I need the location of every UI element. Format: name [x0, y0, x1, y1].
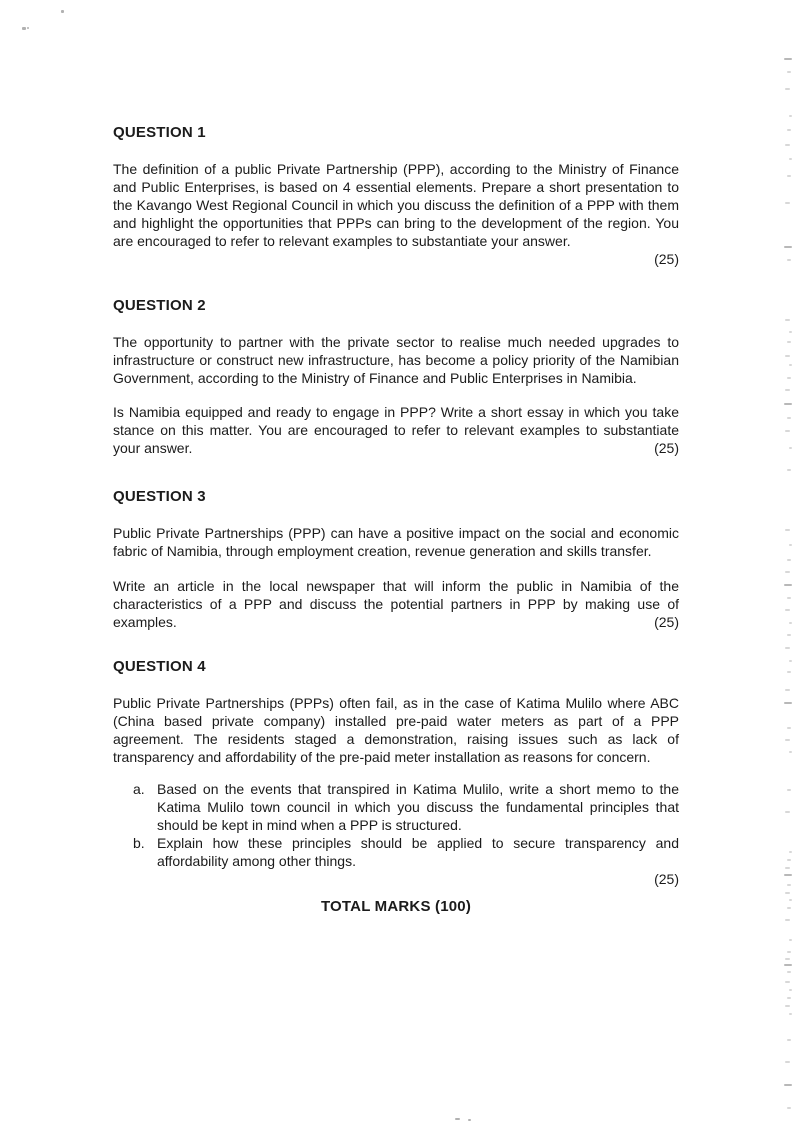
scan-artifact [787, 175, 791, 177]
question-1-heading: QUESTION 1 [113, 124, 206, 141]
scan-artifact [784, 246, 792, 248]
scan-artifact [785, 389, 790, 391]
question-2-heading: QUESTION 2 [113, 297, 206, 314]
list-item-b-marker: b. [133, 835, 145, 851]
question-3-paragraph-2 [113, 577, 679, 631]
scan-speck [61, 10, 64, 13]
scan-artifact [785, 811, 790, 813]
scan-artifact [787, 597, 791, 599]
scan-speck [22, 27, 26, 30]
list-item-b [133, 834, 679, 870]
scan-speck [27, 27, 29, 29]
question-2-marks: (25) [654, 440, 679, 456]
scan-artifact [789, 851, 792, 853]
scan-artifact [787, 634, 791, 636]
question-4-paragraph: Public Private Partnerships (PPPs) often fail, as in the case of Katima Mulilo where ABC (China based private company) installed pre-paid water meters as part of a PPP agreement. The residents staged a demonstration, raising issues such as lack of transparency and affordability of the pre-paid meter installation as reasons for concern. [113, 695, 679, 765]
scan-artifact [785, 981, 790, 983]
question-4-marks: (25) [654, 871, 679, 887]
scan-artifact [789, 447, 792, 449]
scan-artifact [784, 874, 792, 876]
scan-artifact [785, 1061, 790, 1063]
question-1-section [113, 124, 679, 268]
scan-artifact [785, 919, 790, 921]
list-item-a [133, 780, 679, 834]
scan-artifact [785, 739, 790, 741]
scan-artifact [789, 1013, 792, 1015]
question-4-section [113, 658, 679, 888]
scan-artifact [787, 341, 791, 343]
question-2-paragraph-1: The opportunity to partner with the private sector to realise much needed upgrades to infrastructure or construct new infrastructure, has become a policy priority of the Namibian Government, according to the Ministry of Finance and Public Enterprises in Namibia. [113, 334, 679, 386]
scan-artifact [787, 469, 791, 471]
scan-artifact [785, 892, 790, 894]
scan-artifact [789, 939, 792, 941]
question-2-paragraph-2 [113, 403, 679, 457]
scan-artifact [789, 544, 792, 546]
scan-artifact [787, 859, 791, 861]
question-3-section [113, 488, 679, 631]
list-item-b-text: Explain how these principles should be applied to secure transparency and affordability among other things. [157, 835, 679, 869]
scan-artifact [784, 1084, 792, 1086]
question-4-list [113, 780, 679, 870]
scan-artifact [787, 671, 791, 673]
question-1-paragraph: The definition of a public Private Partnership (PPP), according to the Ministry of Finance and Public Enterprises, is based on 4 essential elements. Prepare a short presentation to the Kavango West Regional Council in which you discuss the definition of a PPP with them and highlight the opportunities that PPPs can bring to the development of the region. You are encouraged to refer to relevant examples to substantiate your answer. [113, 161, 679, 249]
scan-artifact [787, 129, 791, 131]
scan-artifact [785, 958, 790, 960]
scan-artifact [784, 964, 792, 966]
exam-content-column [113, 0, 679, 916]
scan-artifact [789, 115, 792, 117]
scan-artifact [785, 689, 790, 691]
scan-artifact [784, 58, 792, 60]
list-item-a-marker: a. [133, 781, 145, 797]
scan-artifact [787, 1039, 791, 1041]
scan-artifact [787, 1107, 791, 1109]
scan-artifact [785, 1005, 790, 1007]
scan-artifact [787, 377, 791, 379]
scan-artifact [789, 331, 792, 333]
question-4-heading: QUESTION 4 [113, 658, 206, 675]
question-2-section [113, 297, 679, 457]
scan-artifact [785, 355, 790, 357]
scan-artifact [789, 751, 792, 753]
scan-artifact [785, 430, 790, 432]
question-1-marks: (25) [654, 251, 679, 267]
scan-artifact [787, 951, 791, 953]
scan-artifact [784, 403, 792, 405]
scan-artifact [787, 971, 791, 973]
scan-artifact [785, 319, 790, 321]
question-3-marks: (25) [654, 614, 679, 630]
scan-artifact [785, 202, 790, 204]
scan-artifact [789, 899, 792, 901]
question-2-paragraph-2-text: Is Namibia equipped and ready to engage in PPP? Write a short essay in which you take stance on this matter. You are encouraged to refer to relevant examples to substantiate your answer. [113, 404, 679, 456]
scan-artifact [785, 529, 790, 531]
scan-artifact [787, 727, 791, 729]
scan-artifact [787, 789, 791, 791]
scan-speck [468, 1119, 471, 1121]
total-marks-line: TOTAL MARKS (100) [320, 898, 472, 915]
list-item-a-text: Based on the events that transpired in Katima Mulilo, write a short memo to the Katima Mulilo town council in which you discuss the fundamental principles that should be kept in mind when a PPP is structured. [157, 781, 679, 833]
scan-artifact [785, 867, 790, 869]
scan-artifact [787, 997, 791, 999]
scan-artifact [789, 364, 792, 366]
scan-artifact [787, 907, 791, 909]
scan-artifact [789, 622, 792, 624]
scan-artifact [784, 584, 792, 586]
scan-artifact [785, 144, 790, 146]
scan-artifact [789, 989, 792, 991]
scan-artifact [789, 660, 792, 662]
question-3-paragraph-1: Public Private Partnerships (PPP) can have a positive impact on the social and economic fabric of Namibia, through employment creation, revenue generation and skills transfer. [113, 525, 679, 559]
question-3-paragraph-2-text: Write an article in the local newspaper that will inform the public in Namibia of the characteristics of a PPP and discuss the potential partners in PPP by making use of examples. [113, 578, 679, 630]
scan-artifact [787, 259, 791, 261]
scan-artifact [785, 88, 790, 90]
question-3-heading: QUESTION 3 [113, 488, 206, 505]
scan-artifact [787, 417, 791, 419]
scan-artifact [787, 71, 791, 73]
scan-artifact [787, 559, 791, 561]
scan-artifact [787, 884, 791, 886]
scan-artifact [785, 609, 790, 611]
scan-artifact [785, 571, 790, 573]
scan-artifact [784, 702, 792, 704]
scan-speck [455, 1118, 460, 1120]
scan-artifact [789, 158, 792, 160]
scan-artifact [785, 647, 790, 649]
